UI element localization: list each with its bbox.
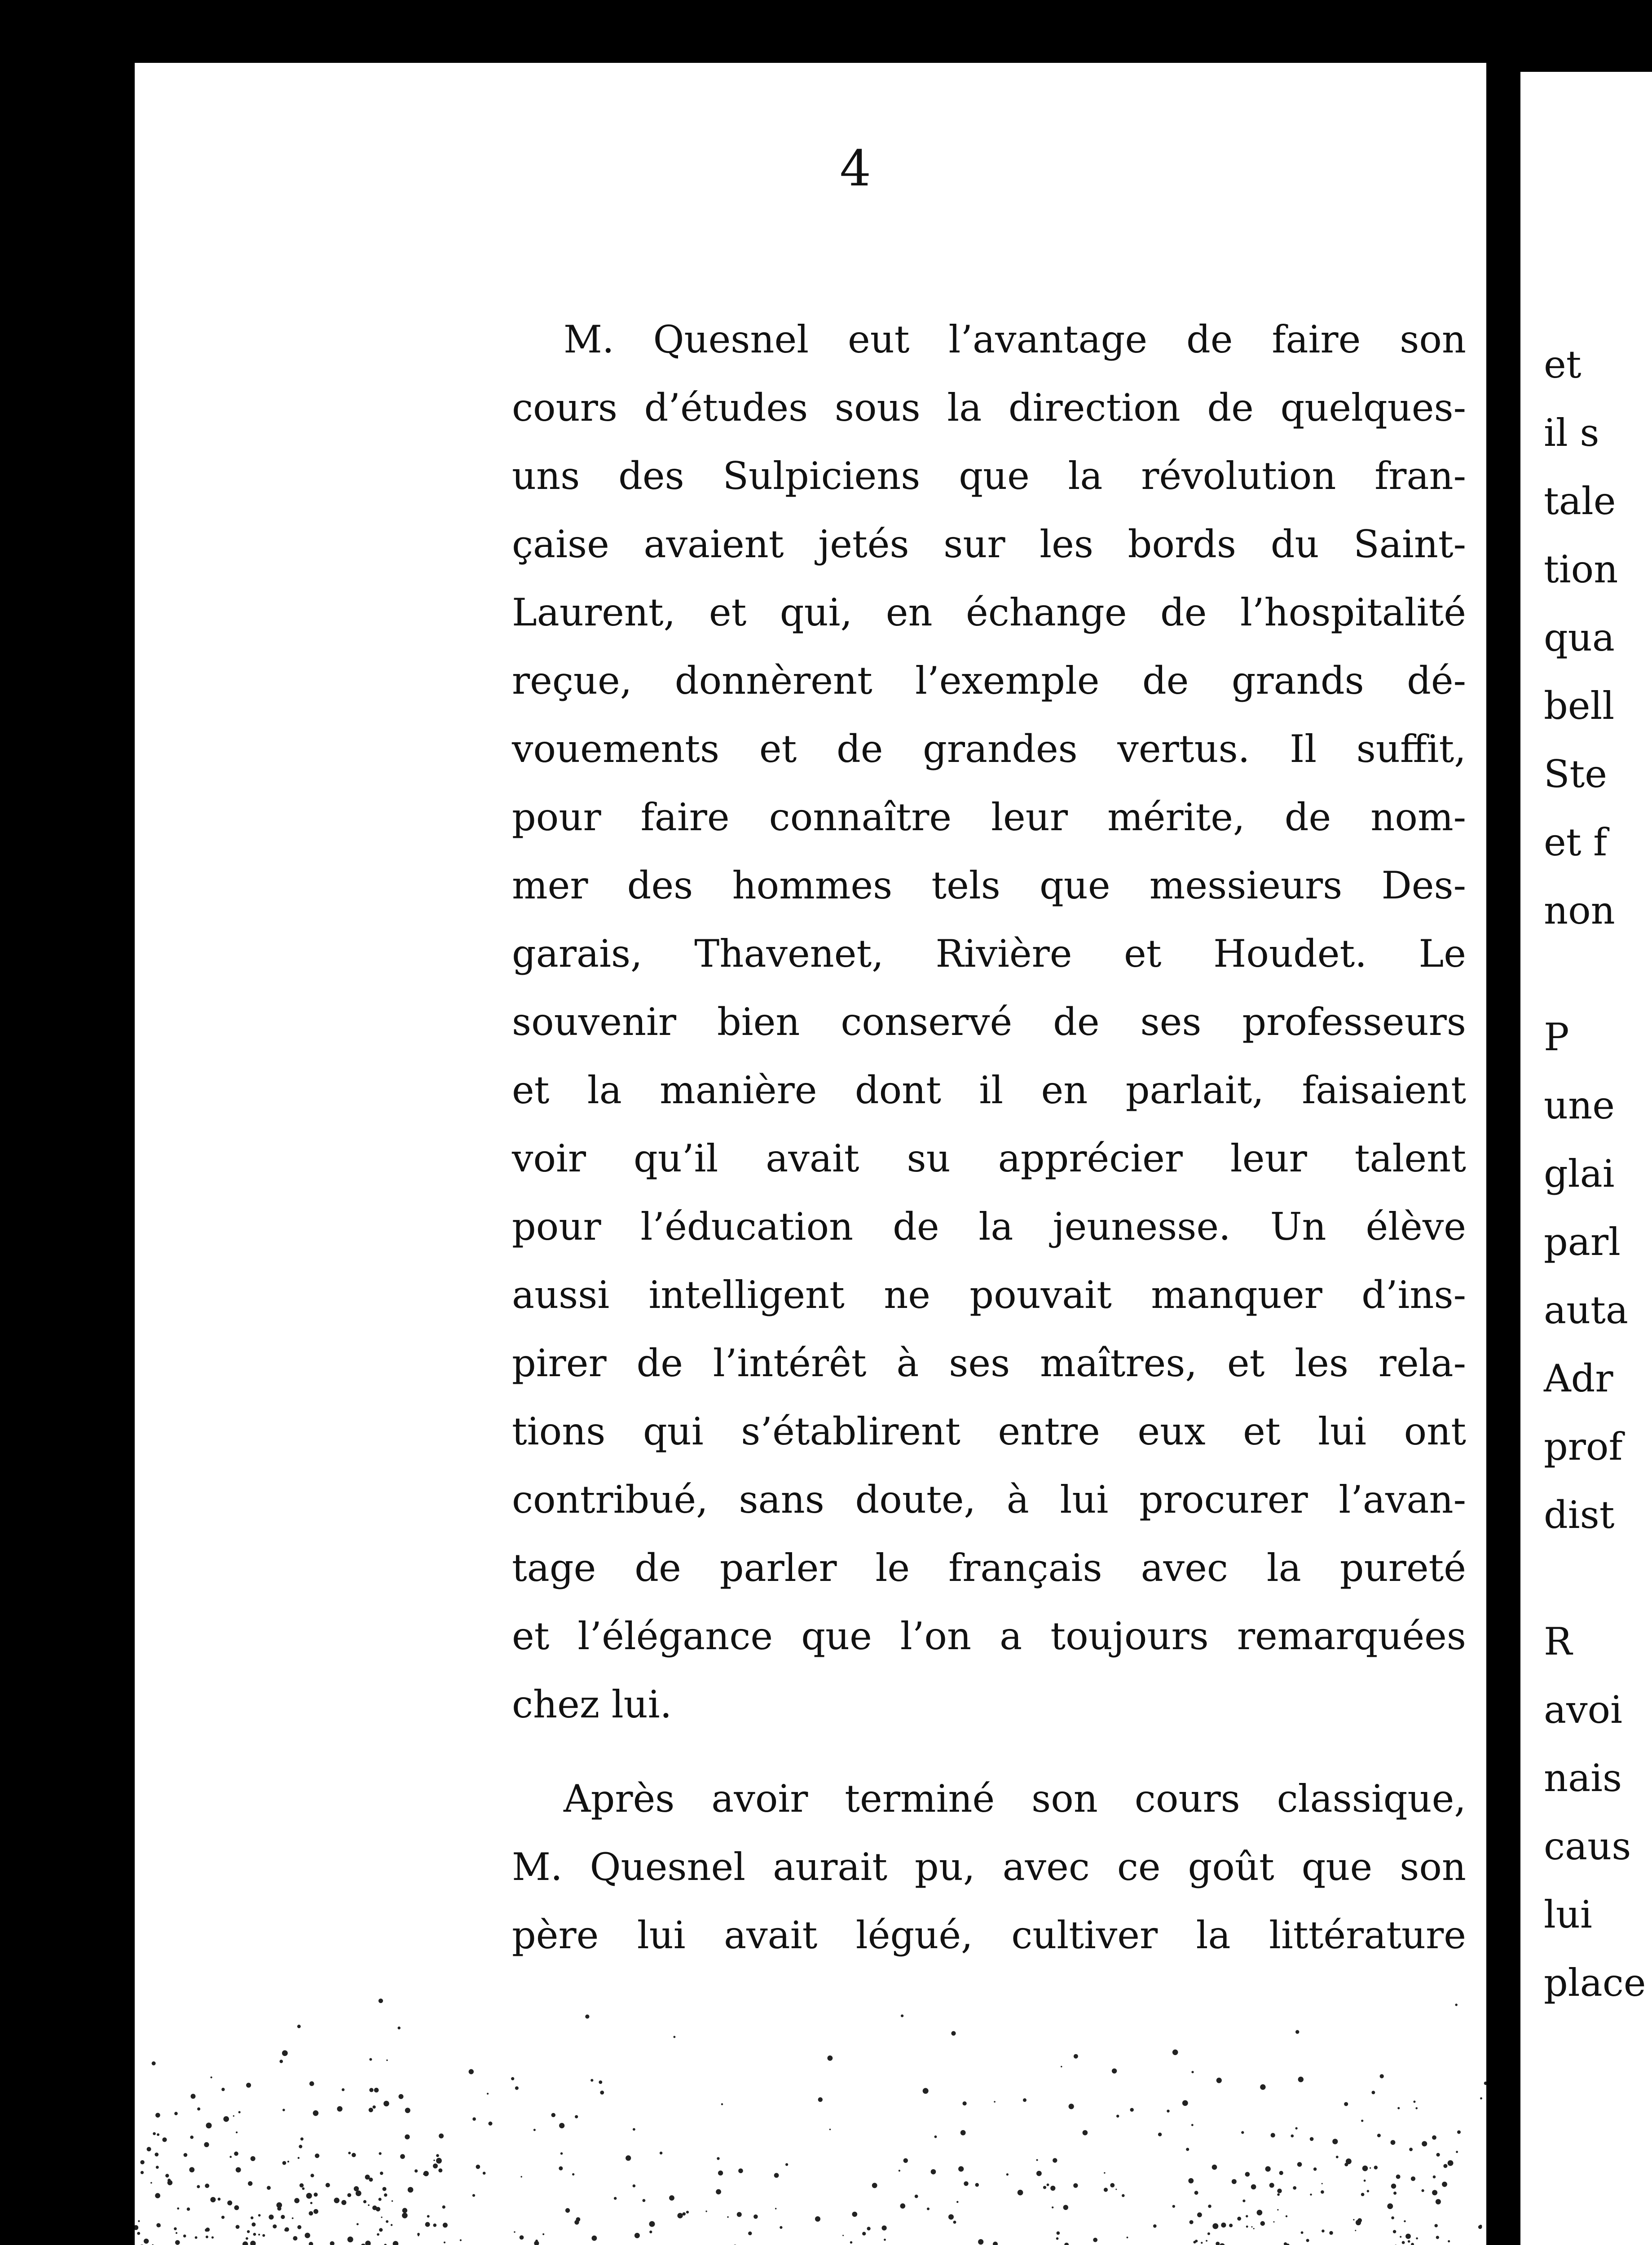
facing-line: R	[1544, 1620, 1573, 1664]
text-line: vouements et de grandes vertus. Il suffit,	[512, 727, 1466, 771]
facing-page	[1509, 72, 1652, 2245]
page-number: 4	[840, 140, 871, 197]
facing-line: qua	[1544, 616, 1615, 660]
text-line: chez lui.	[512, 1682, 672, 1726]
facing-line: il s	[1544, 411, 1599, 455]
text-line: çaise avaient jetés sur les bords du Saint-	[512, 522, 1466, 566]
facing-line: parl	[1544, 1220, 1621, 1264]
facing-line: et	[1544, 343, 1582, 387]
text-line: reçue, donnèrent l’exemple de grands dé-	[512, 659, 1466, 703]
paragraph-1	[512, 305, 1466, 1739]
text-line: pour faire connaître leur mérite, de nom-	[512, 795, 1466, 839]
facing-line: P	[1544, 1015, 1569, 1059]
facing-page-text	[1544, 330, 1646, 2017]
facing-line: bell	[1544, 684, 1615, 728]
facing-line: non	[1544, 889, 1615, 933]
facing-line: tion	[1544, 547, 1618, 591]
facing-line: une	[1544, 1083, 1615, 1127]
facing-line: auta	[1544, 1288, 1629, 1332]
facing-line: lui	[1544, 1893, 1592, 1937]
facing-line: avoi	[1544, 1688, 1622, 1732]
facing-line: Ste	[1544, 752, 1608, 796]
text-line: et la manière dont il en parlait, faisaient	[512, 1068, 1466, 1112]
facing-line: dist	[1544, 1493, 1615, 1537]
facing-gap	[1544, 945, 1646, 1003]
facing-line: glai	[1544, 1152, 1615, 1196]
text-line: père lui avait légué, cultiver la littérature	[512, 1913, 1466, 1957]
text-line: M. Quesnel aurait pu, avec ce goût que son	[512, 1845, 1466, 1889]
text-line: et l’élégance que l’on a toujours remarquées	[512, 1614, 1466, 1658]
paragraph-gap	[512, 1739, 1466, 1765]
facing-line: caus	[1544, 1824, 1631, 1868]
text-line: tage de parler le français avec la pureté	[512, 1546, 1466, 1590]
text-line: Après avoir terminé son cours classique,	[564, 1777, 1466, 1821]
text-line: tions qui s’établirent entre eux et lui ont	[512, 1409, 1466, 1453]
facing-line: tale	[1544, 479, 1616, 523]
text-line: garais, Thavenet, Rivière et Houdet. Le	[512, 932, 1466, 976]
scan-border-top	[714, 50, 1504, 57]
facing-line: et f	[1544, 820, 1608, 864]
text-line: mer des hommes tels que messieurs Des-	[512, 863, 1466, 907]
text-line: souvenir bien conservé de ses professeurs	[512, 1000, 1466, 1044]
facing-line: Adr	[1544, 1356, 1613, 1400]
facing-line: prof	[1544, 1425, 1623, 1469]
facing-line: place	[1544, 1961, 1646, 2005]
text-line: contribué, sans doute, à lui procurer l’avan-	[512, 1478, 1466, 1522]
text-line: M. Quesnel eut l’avantage de faire son	[564, 317, 1466, 361]
paragraph-2	[512, 1765, 1466, 1969]
text-line: pour l’éducation de la jeunesse. Un élève	[512, 1205, 1466, 1249]
text-line: voir qu’il avait su apprécier leur talent	[512, 1136, 1466, 1180]
text-line: uns des Sulpiciens que la révolution fran-	[512, 454, 1466, 498]
facing-gap	[1544, 1549, 1646, 1607]
text-line: Laurent, et qui, en échange de l’hospitalité	[512, 590, 1466, 634]
text-line: pirer de l’intérêt à ses maîtres, et les rela-	[512, 1341, 1466, 1385]
body-text	[512, 305, 1466, 1969]
text-line: cours d’études sous la direction de quelques-	[512, 386, 1466, 430]
facing-line: nais	[1544, 1756, 1622, 1800]
text-line: aussi intelligent ne pouvait manquer d’ins-	[512, 1273, 1466, 1317]
